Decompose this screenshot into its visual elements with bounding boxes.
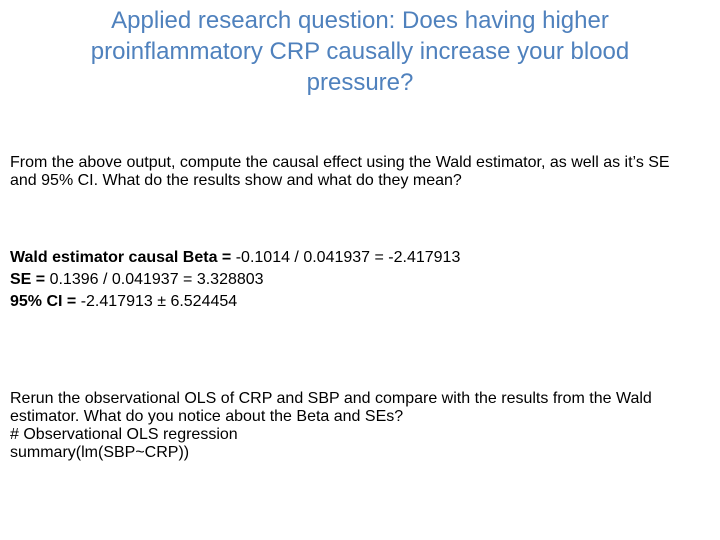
question-1-text: From the above output, compute the causal effect using the Wald estimator, as well as it’s SE and 95% CI. What do the results show and what do they mean? xyxy=(10,154,670,189)
answers-block xyxy=(10,247,700,313)
ci-label: 95% CI = xyxy=(10,293,81,310)
code-line: summary(lm(SBP~CRP)) xyxy=(10,444,190,461)
question-2-block xyxy=(10,390,700,462)
se-label: SE = xyxy=(10,271,50,288)
beta-label: Wald estimator causal Beta = xyxy=(10,249,236,266)
question-2-text: Rerun the observational OLS of CRP and SBP and compare with the results from the Wald estimator. What do you notice about the Beta and SEs? xyxy=(10,390,652,425)
beta-value: -0.1014 / 0.041937 = -2.417913 xyxy=(235,249,461,266)
ci-line xyxy=(10,291,700,313)
slide-title: Applied research question: Does having higher proinflammatory CRP causally increase your blood pressure? xyxy=(90,7,630,96)
beta-line xyxy=(10,247,700,269)
ci-value: -2.417913 ± 6.524454 xyxy=(80,293,238,310)
se-line xyxy=(10,269,700,291)
se-value: 0.1396 / 0.041937 = 3.328803 xyxy=(49,271,264,288)
code-comment: # Observational OLS regression xyxy=(10,426,238,443)
